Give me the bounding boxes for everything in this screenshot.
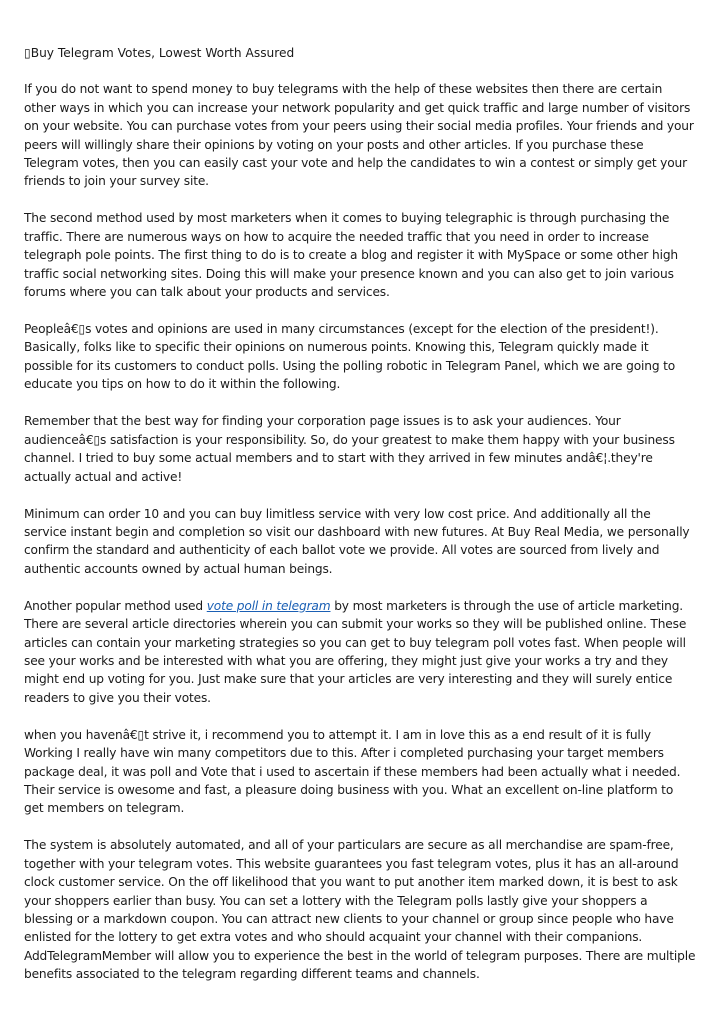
- paragraph-7: when you havenâ€▯t strive it, i recommend you to attempt it. I am in love this as a end result of it is fully Working I really have win many competitors due to this. After i completed purchasing your target members package deal, it was poll and Vote that i used to ascertain if these members had been actually what i needed. Their service is owesome and fast, a pleasure doing business with you. What an excellent on-line platform to get members on telegram.: [24, 727, 681, 816]
- paragraph-6-after: by most marketers is through the use of article marketing. There are several article directories wherein you can submit your works so they will be published online. These articles can contain your marketing strategies so you can get to buy telegram poll votes fast. When people will see your works and be interested with what you are offering, they might just give your works a try and they might end up voting for you. Just make sure that your articles are very interesting and they will surely entice readers to give you their votes.: [24, 598, 687, 705]
- paragraph-4: Remember that the best way for finding your corporation page issues is to ask your audiences. Your audienceâ€▯s satisfaction is your responsibility. So, do your greatest to make them happy with your business channel. I tried to buy some actual members and to start with they arrived in few minutes andâ€¦.they're actually actual and active!: [24, 414, 675, 484]
- paragraph-5: Minimum can order 10 and you can buy limitless service with very low cost price. And additionally all the service instant begin and completion so visit our dashboard with new futures. At Buy Real Media, we personally confirm the standard and authenticity of each ballot vote we provide. All votes are sourced from lively and authentic accounts owned by actual human beings.: [24, 506, 690, 576]
- paragraph-1: If you do not want to spend money to buy telegrams with the help of these websites then there are certain other ways in which you can increase your network popularity and get quick traffic and large number of visitors on your website. You can purchase votes from your peers using their social media profiles. Your friends and your peers will willingly share their opinions by voting on your posts and other articles. If you purchase these Telegram votes, then you can easily cast your vote and help the candidates to win a contest or simply get your friends to join your survey site.: [24, 82, 694, 189]
- paragraph-6-before: Another popular method used: [24, 598, 207, 613]
- title-text: Buy Telegram Votes, Lowest Worth Assured: [30, 46, 295, 60]
- vote-poll-link[interactable]: vote poll in telegram: [206, 598, 331, 613]
- missing-glyph-box: ▯: [24, 46, 31, 60]
- page-title: [24, 44, 696, 62]
- article: [24, 44, 696, 1002]
- paragraph-8: The system is absolutely automated, and all of your particulars are secure as all merchandise are spam-free, together with your telegram votes. This website guarantees you fast telegram votes, plus it has an all-around clock customer service. On the off likelihood that you want to put another item marked down, it is best to ask your shoppers earlier than busy. You can set a lottery with the Telegram polls lastly give your shoppers a blessing or a markdown coupon. You can attract new clients to your channel or group since people who have enlisted for the lottery to get extra votes and who should acquaint your channel with their companions. AddTelegramMember will allow you to experience the best in the world of telegram purposes. There are multiple benefits associated to the telegram regarding different teams and channels.: [24, 838, 696, 982]
- paragraph-3: Peopleâ€▯s votes and opinions are used in many circumstances (except for the election of the president!). Basically, folks like to specific their opinions on numerous points. Knowing this, Telegram quickly made it possible for its customers to conduct polls. Using the polling robotic in Telegram Panel, which we are going to educate you tips on how to do it within the following.: [24, 322, 676, 392]
- paragraph-6: [24, 597, 696, 707]
- paragraph-2: The second method used by most marketers when it comes to buying telegraphic is through purchasing the traffic. There are numerous ways on how to acquire the needed traffic that you need in order to increase telegraph pole points. The first thing to do is to create a blog and register it with MySpace or some other high traffic social networking sites. Doing this will make your presence known and you can also get to join various forums where you can talk about your products and services.: [24, 211, 678, 300]
